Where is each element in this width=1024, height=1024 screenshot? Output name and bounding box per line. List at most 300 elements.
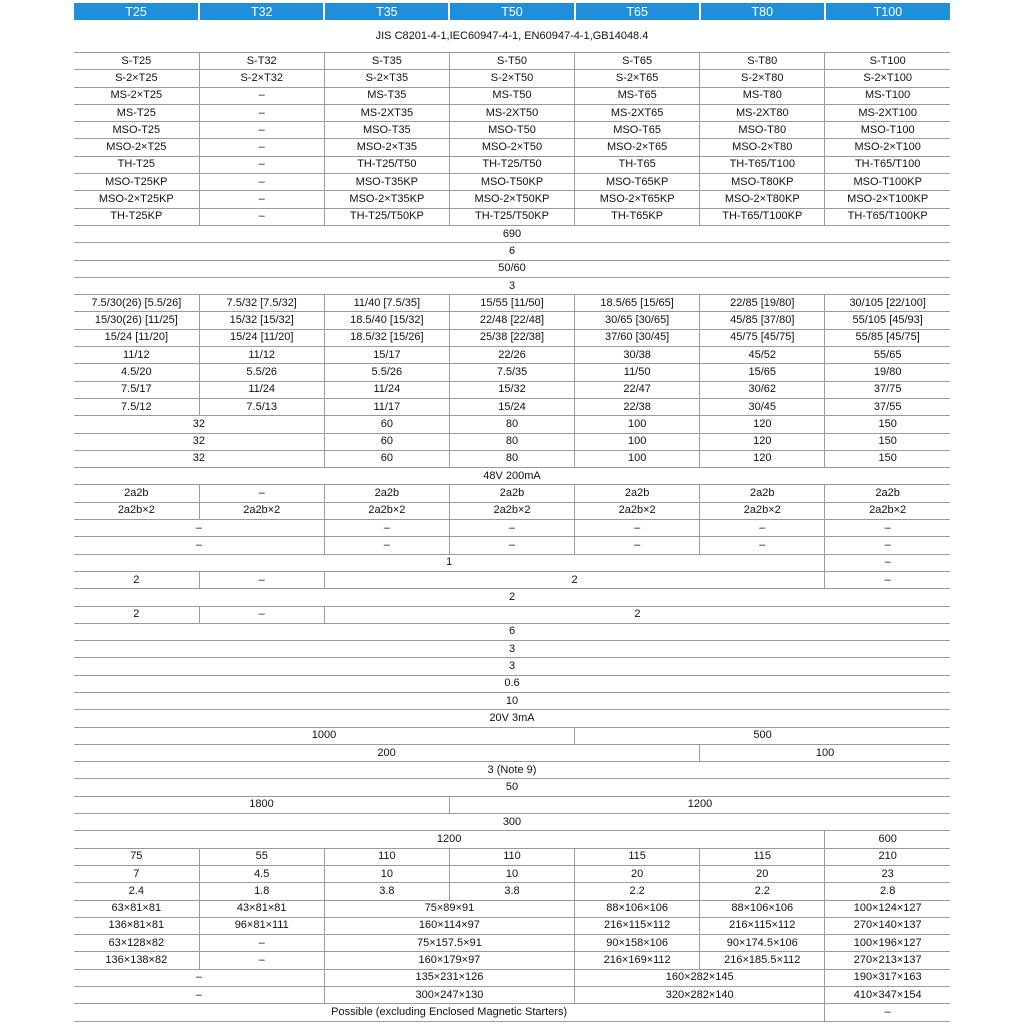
table-cell: 216×169×112 — [575, 952, 700, 969]
table-cell: 2a2b×2 — [449, 502, 574, 519]
table-cell: MSO-2×T35 — [324, 139, 449, 156]
table-cell: MSO-2×T25 — [74, 139, 199, 156]
table-cell: – — [74, 987, 324, 1004]
table-cell: 20 — [700, 865, 825, 882]
table-cell: 2a2b — [825, 485, 950, 502]
table-cell: 20 — [575, 865, 700, 882]
table-cell: MSO-2×T100KP — [825, 191, 950, 208]
table-row — [74, 796, 950, 813]
table-cell: 55/85 [45/75] — [825, 329, 950, 346]
table-cell: 15/17 — [324, 347, 449, 364]
table-cell: MSO-T100 — [825, 122, 950, 139]
table-cell: S-T80 — [700, 53, 825, 70]
table-row — [74, 883, 950, 900]
table-row — [74, 450, 950, 467]
table-cell: 15/55 [11/50] — [449, 295, 574, 312]
table-cell: TH-T65/T100 — [700, 156, 825, 173]
table-row — [74, 398, 950, 415]
table-row — [74, 571, 950, 588]
table-cell: 32 — [74, 450, 324, 467]
table-cell: – — [199, 139, 324, 156]
table-cell: 3.8 — [449, 883, 574, 900]
table-cell: 690 — [74, 225, 950, 242]
table-cell: – — [324, 537, 449, 554]
table-cell: 60 — [324, 416, 449, 433]
table-cell: 11/24 — [199, 381, 324, 398]
table-cell: MSO-2×T100 — [825, 139, 950, 156]
table-cell: 37/60 [30/45] — [575, 329, 700, 346]
table-cell: 2 — [74, 571, 199, 588]
table-cell: – — [74, 537, 324, 554]
table-cell: MSO-2×T80 — [700, 139, 825, 156]
table-row — [74, 364, 950, 381]
table-cell: 11/50 — [575, 364, 700, 381]
table-row — [74, 53, 950, 70]
table-row — [74, 225, 950, 242]
table-cell: 63×81×81 — [74, 900, 199, 917]
table-cell: – — [575, 520, 700, 537]
table-row — [74, 243, 950, 260]
table-cell: – — [575, 537, 700, 554]
table-cell: MS-T80 — [700, 87, 825, 104]
table-cell: 160×282×145 — [575, 969, 825, 986]
table-cell: 270×140×137 — [825, 917, 950, 934]
table-row — [74, 710, 950, 727]
table-cell: 90×174.5×106 — [700, 935, 825, 952]
table-cell: 15/24 [11/20] — [199, 329, 324, 346]
table-row — [74, 20, 950, 53]
table-cell: MS-T100 — [825, 87, 950, 104]
table-cell: S-T32 — [199, 53, 324, 70]
table-cell: MS-T65 — [575, 87, 700, 104]
table-cell: 22/48 [22/48] — [449, 312, 574, 329]
table-cell: 22/26 — [449, 347, 574, 364]
table-cell: 18.5/32 [15/26] — [324, 329, 449, 346]
table-row — [74, 779, 950, 796]
table-cell: – — [199, 156, 324, 173]
table-cell: 75 — [74, 848, 199, 865]
table-row — [74, 658, 950, 675]
table-cell: 37/75 — [825, 381, 950, 398]
table-row — [74, 831, 950, 848]
table-cell: – — [199, 952, 324, 969]
table-cell: 22/38 — [575, 398, 700, 415]
table-cell: S-2×T25 — [74, 70, 199, 87]
table-row — [74, 191, 950, 208]
table-cell: 500 — [575, 727, 950, 744]
table-row — [74, 744, 950, 761]
table-cell: 11/24 — [324, 381, 449, 398]
table-cell: 18.5/65 [15/65] — [575, 295, 700, 312]
table-row — [74, 537, 950, 554]
table-cell: MSO-T80KP — [700, 174, 825, 191]
table-cell: 30/38 — [575, 347, 700, 364]
table-cell: 2a2b — [575, 485, 700, 502]
table-cell: 80 — [449, 433, 574, 450]
table-row — [74, 174, 950, 191]
table-cell: 11/40 [7.5/35] — [324, 295, 449, 312]
table-cell: S-2×T50 — [449, 70, 574, 87]
table-row — [74, 347, 950, 364]
table-cell: MSO-T65KP — [575, 174, 700, 191]
table-cell: MSO-T25 — [74, 122, 199, 139]
table-cell: TH-T25/T50 — [324, 156, 449, 173]
table-cell: 1000 — [74, 727, 575, 744]
table-cell: MSO-T35KP — [324, 174, 449, 191]
table-cell: 30/105 [22/100] — [825, 295, 950, 312]
table-cell: S-2×T80 — [700, 70, 825, 87]
table-cell: 0.6 — [74, 675, 950, 692]
table-cell: 2a2b×2 — [74, 502, 199, 519]
table-row — [74, 468, 950, 485]
table-cell: 1.8 — [199, 883, 324, 900]
table-cell: MSO-T80 — [700, 122, 825, 139]
table-cell: 45/75 [45/75] — [700, 329, 825, 346]
table-cell: 11/17 — [324, 398, 449, 415]
table-cell: S-2×T35 — [324, 70, 449, 87]
table-cell: MS-2XT50 — [449, 104, 574, 121]
table-cell: 7 — [74, 865, 199, 882]
table-cell: 55/105 [45/93] — [825, 312, 950, 329]
table-cell: – — [825, 571, 950, 588]
table-cell: 6 — [74, 243, 950, 260]
table-cell: 2a2b — [324, 485, 449, 502]
table-cell: 6 — [74, 623, 950, 640]
table-cell: TH-T65KP — [575, 208, 700, 225]
table-cell: 7.5/12 — [74, 398, 199, 415]
table-cell: 15/32 [15/32] — [199, 312, 324, 329]
table-row — [74, 762, 950, 779]
table-cell: 300 — [74, 814, 950, 831]
table-cell: 600 — [825, 831, 950, 848]
table-cell: – — [449, 520, 574, 537]
table-cell: 216×115×112 — [700, 917, 825, 934]
col-header-t25: T25 — [74, 3, 199, 20]
table-cell: – — [324, 520, 449, 537]
table-cell: 3 — [74, 658, 950, 675]
table-cell: 55 — [199, 848, 324, 865]
table-cell: 15/32 — [449, 381, 574, 398]
table-cell: Possible (excluding Enclosed Magnetic Starters) — [74, 1004, 825, 1021]
table-cell: 50/60 — [74, 260, 950, 277]
table-row — [74, 329, 950, 346]
table-cell: 45/52 — [700, 347, 825, 364]
table-cell: S-T35 — [324, 53, 449, 70]
table-cell: 100 — [575, 433, 700, 450]
table-row — [74, 208, 950, 225]
table-cell: 110 — [324, 848, 449, 865]
table-cell: 1800 — [74, 796, 449, 813]
col-header-t65: T65 — [575, 3, 700, 20]
table-row — [74, 917, 950, 934]
table-cell: 216×185.5×112 — [700, 952, 825, 969]
table-cell: 11/12 — [74, 347, 199, 364]
table-cell: 2 — [324, 571, 825, 588]
table-row — [74, 969, 950, 986]
table-cell: 7.5/30(26) [5.5/26] — [74, 295, 199, 312]
table-cell: – — [199, 571, 324, 588]
table-cell: – — [74, 969, 324, 986]
table-cell: S-2×T100 — [825, 70, 950, 87]
header-row — [74, 3, 950, 20]
table-cell: – — [199, 104, 324, 121]
table-cell: S-T65 — [575, 53, 700, 70]
table-cell: 4.5/20 — [74, 364, 199, 381]
table-cell: 2a2b×2 — [700, 502, 825, 519]
table-row — [74, 139, 950, 156]
table-row — [74, 675, 950, 692]
table-row — [74, 727, 950, 744]
table-cell: TH-T25 — [74, 156, 199, 173]
spec-table — [74, 3, 950, 1022]
table-cell: 2a2b×2 — [825, 502, 950, 519]
table-cell: 30/65 [30/65] — [575, 312, 700, 329]
table-cell: – — [199, 208, 324, 225]
table-cell: 10 — [449, 865, 574, 882]
table-cell: – — [825, 554, 950, 571]
table-cell: 80 — [449, 416, 574, 433]
table-cell: S-2×T32 — [199, 70, 324, 87]
table-cell: 2 — [74, 589, 950, 606]
table-cell: – — [199, 87, 324, 104]
table-cell: 15/30(26) [11/25] — [74, 312, 199, 329]
table-cell: 190×317×163 — [825, 969, 950, 986]
table-cell: MS-2XT65 — [575, 104, 700, 121]
col-header-t50: T50 — [449, 3, 574, 20]
table-cell: 100 — [700, 744, 950, 761]
table-row — [74, 641, 950, 658]
table-cell: 2 — [324, 606, 950, 623]
table-cell: 216×115×112 — [575, 917, 700, 934]
table-cell: 75×89×91 — [324, 900, 574, 917]
table-cell: 160×114×97 — [324, 917, 574, 934]
table-cell: MS-2XT80 — [700, 104, 825, 121]
table-cell: 60 — [324, 450, 449, 467]
table-cell: S-T25 — [74, 53, 199, 70]
table-cell: MSO-T100KP — [825, 174, 950, 191]
table-cell: 22/47 — [575, 381, 700, 398]
col-header-t100: T100 — [825, 3, 950, 20]
table-body — [74, 20, 950, 1021]
table-cell: 270×213×137 — [825, 952, 950, 969]
table-cell: S-T100 — [825, 53, 950, 70]
table-cell: 2a2b×2 — [199, 502, 324, 519]
table-cell: 2.4 — [74, 883, 199, 900]
table-cell: 410×347×154 — [825, 987, 950, 1004]
table-cell: 2a2b — [74, 485, 199, 502]
table-cell: 2a2b×2 — [575, 502, 700, 519]
table-cell: 1200 — [74, 831, 825, 848]
table-cell: 15/65 — [700, 364, 825, 381]
table-cell: 15/24 — [449, 398, 574, 415]
table-cell: – — [199, 485, 324, 502]
table-cell: 3.8 — [324, 883, 449, 900]
table-row — [74, 606, 950, 623]
table-cell: – — [700, 537, 825, 554]
table-row — [74, 952, 950, 969]
table-cell: 30/45 — [700, 398, 825, 415]
table-cell: – — [825, 537, 950, 554]
col-header-t80: T80 — [700, 3, 825, 20]
table-row — [74, 623, 950, 640]
table-cell: TH-T65 — [575, 156, 700, 173]
table-row — [74, 589, 950, 606]
table-row — [74, 260, 950, 277]
table-cell: 136×81×81 — [74, 917, 199, 934]
table-cell: 210 — [825, 848, 950, 865]
table-row — [74, 692, 950, 709]
table-cell: 10 — [324, 865, 449, 882]
table-cell: S-2×T65 — [575, 70, 700, 87]
table-cell: TH-T25KP — [74, 208, 199, 225]
table-cell: – — [199, 174, 324, 191]
table-cell: 5.5/26 — [324, 364, 449, 381]
table-cell: 7.5/32 [7.5/32] — [199, 295, 324, 312]
table-cell: 120 — [700, 433, 825, 450]
table-cell: MSO-2×T35KP — [324, 191, 449, 208]
table-cell: 50 — [74, 779, 950, 796]
table-cell: 100 — [575, 416, 700, 433]
table-cell: 320×282×140 — [575, 987, 825, 1004]
table-cell: 120 — [700, 416, 825, 433]
table-cell: 115 — [700, 848, 825, 865]
table-cell: 1 — [74, 554, 825, 571]
table-row — [74, 416, 950, 433]
table-row — [74, 814, 950, 831]
table-cell: 32 — [74, 416, 324, 433]
table-cell: 11/12 — [199, 347, 324, 364]
table-cell: 7.5/35 — [449, 364, 574, 381]
table-cell: TH-T25/T50KP — [324, 208, 449, 225]
table-cell: 160×179×97 — [324, 952, 574, 969]
table-row — [74, 156, 950, 173]
table-cell: 120 — [700, 450, 825, 467]
table-cell: 136×138×82 — [74, 952, 199, 969]
table-cell: 115 — [575, 848, 700, 865]
table-cell: MSO-2×T50KP — [449, 191, 574, 208]
table-cell: 10 — [74, 692, 950, 709]
table-cell: 2a2b×2 — [324, 502, 449, 519]
table-cell: – — [449, 537, 574, 554]
table-row — [74, 935, 950, 952]
table-cell: – — [700, 520, 825, 537]
table-cell: 37/55 — [825, 398, 950, 415]
table-cell: 45/85 [37/80] — [700, 312, 825, 329]
table-cell: TH-T65/T100 — [825, 156, 950, 173]
table-cell: – — [199, 191, 324, 208]
table-row — [74, 295, 950, 312]
table-row — [74, 277, 950, 294]
table-cell: 88×106×106 — [700, 900, 825, 917]
table-cell: MSO-T35 — [324, 122, 449, 139]
table-row — [74, 987, 950, 1004]
table-cell: MS-T50 — [449, 87, 574, 104]
table-row — [74, 381, 950, 398]
table-row — [74, 485, 950, 502]
table-cell: 100×196×127 — [825, 935, 950, 952]
table-cell: 96×81×111 — [199, 917, 324, 934]
table-cell: – — [199, 606, 324, 623]
table-cell: 2.2 — [575, 883, 700, 900]
table-row — [74, 865, 950, 882]
table-cell: 3 — [74, 277, 950, 294]
table-cell: 1200 — [449, 796, 950, 813]
table-cell: 15/24 [11/20] — [74, 329, 199, 346]
table-row — [74, 433, 950, 450]
table-cell: S-T50 — [449, 53, 574, 70]
table-cell: MS-2×T25 — [74, 87, 199, 104]
table-row — [74, 502, 950, 519]
table-cell: 55/65 — [825, 347, 950, 364]
table-cell: MSO-2×T65KP — [575, 191, 700, 208]
table-cell: MSO-T65 — [575, 122, 700, 139]
table-cell: JIS C8201-4-1,IEC60947-4-1, EN60947-4-1,GB14048.4 — [74, 20, 950, 53]
table-cell: 32 — [74, 433, 324, 450]
table-cell: – — [825, 1004, 950, 1021]
table-cell: – — [199, 122, 324, 139]
table-cell: 4.5 — [199, 865, 324, 882]
table-cell: 80 — [449, 450, 574, 467]
table-cell: 100×124×127 — [825, 900, 950, 917]
table-cell: 30/62 — [700, 381, 825, 398]
col-header-t35: T35 — [324, 3, 449, 20]
table-cell: 63×128×82 — [74, 935, 199, 952]
table-cell: 48V 200mA — [74, 468, 950, 485]
table-cell: MSO-2×T25KP — [74, 191, 199, 208]
table-cell: – — [199, 935, 324, 952]
table-header — [74, 3, 950, 20]
table-cell: TH-T65/T100KP — [700, 208, 825, 225]
table-cell: MSO-T25KP — [74, 174, 199, 191]
table-cell: TH-T25/T50KP — [449, 208, 574, 225]
table-row — [74, 1004, 950, 1021]
table-cell: 20V 3mA — [74, 710, 950, 727]
table-cell: 200 — [74, 744, 700, 761]
table-cell: MS-2XT35 — [324, 104, 449, 121]
table-cell: 110 — [449, 848, 574, 865]
table-cell: MSO-T50 — [449, 122, 574, 139]
table-cell: 90×158×106 — [575, 935, 700, 952]
table-cell: MSO-2×T65 — [575, 139, 700, 156]
table-cell: 3 — [74, 641, 950, 658]
table-row — [74, 122, 950, 139]
table-cell: 2.8 — [825, 883, 950, 900]
table-row — [74, 104, 950, 121]
table-cell: TH-T65/T100KP — [825, 208, 950, 225]
table-cell: MS-T35 — [324, 87, 449, 104]
table-cell: MS-2XT100 — [825, 104, 950, 121]
table-cell: 22/85 [19/80] — [700, 295, 825, 312]
table-cell: 75×157.5×91 — [324, 935, 574, 952]
col-header-t32: T32 — [199, 3, 324, 20]
table-cell: 23 — [825, 865, 950, 882]
table-cell: MS-T25 — [74, 104, 199, 121]
table-cell: 3 (Note 9) — [74, 762, 950, 779]
table-cell: 2.2 — [700, 883, 825, 900]
table-cell: MSO-T50KP — [449, 174, 574, 191]
table-cell: – — [74, 520, 324, 537]
table-cell: 18.5/40 [15/32] — [324, 312, 449, 329]
table-row — [74, 87, 950, 104]
table-row — [74, 520, 950, 537]
table-cell: MSO-2×T50 — [449, 139, 574, 156]
table-cell: 150 — [825, 450, 950, 467]
table-cell: 88×106×106 — [575, 900, 700, 917]
table-cell: 60 — [324, 433, 449, 450]
table-cell: 100 — [575, 450, 700, 467]
table-cell: 150 — [825, 416, 950, 433]
table-cell: 2a2b — [449, 485, 574, 502]
